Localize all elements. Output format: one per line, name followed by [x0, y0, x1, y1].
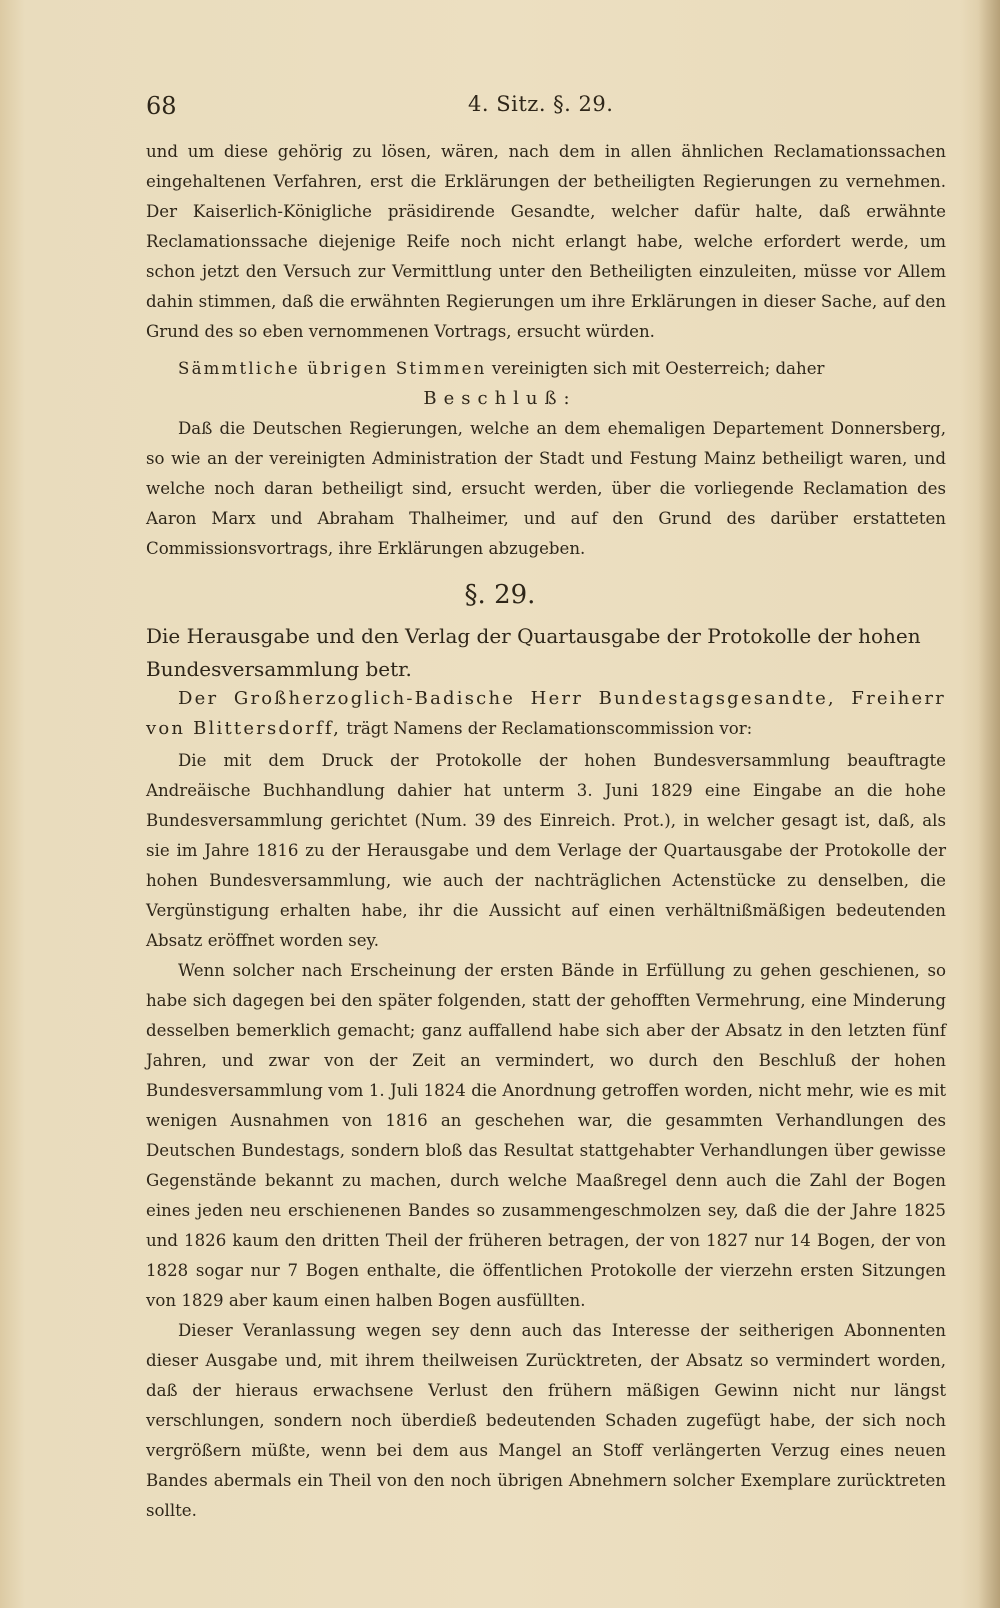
vote-line [146, 354, 946, 384]
section-title: Die Herausgabe und den Verlag der Quartausgabe der Protokolle der hohen Bundesversammlung betr. [146, 624, 921, 681]
running-head: 4. Sitz. §. 29. [468, 92, 614, 116]
page-edge-shadow [978, 0, 1000, 1608]
paragraph-5: Dieser Veranlassung wegen sey denn auch das Interesse der seitherigen Abonnenten dieser Ausgabe und, mit ihrem theilweisen Zurücktreten, der Absatz so vermindert worden, daß der hieraus erwachsene Verlust den frühern mäßigen Gewinn nicht nur längst verschlungen, sondern noch überdieß bedeutenden Schaden zugefügt habe, der sich noch vergrößern müßte, wenn bei dem aus Mangel an Stoff verlängerten Verzug eines neuen Bandes abermals ein Theil von den noch übrigen Abnehmern solcher Exemplare zurücktreten sollte. [146, 1321, 946, 1520]
speaker-block [146, 684, 946, 744]
vote-rest: vereinigten sich mit Oesterreich; daher [486, 359, 825, 378]
speaker-lead: Der Großherzoglich-Badische Herr Bundestagsgesandte, Freiherr von Blittersdorff, [146, 688, 946, 739]
section-number: §. 29. [464, 580, 536, 610]
paragraph-4: Wenn solcher nach Erscheinung der ersten Bände in Erfüllung zu gehen geschienen, so habe sich dagegen bei den später folgenden, statt der gehofften Vermehrung, eine Minderung desselben bemerklich gemacht; ganz auffallend habe sich aber der Absatz in den letzten fünf Jahren, und zwar von der Zeit an vermindert, wo durch den Beschluß der hohen Bundesversammlung vom 1. Juli 1824 die Anordnung getroffen worden, nicht mehr, wie es mit wenigen Ausnahmen von 1816 an geschehen war, die gesammten Verhandlungen des Deutschen Bundestags, sondern bloß das Resultat stattgehabter Verhandlungen über gewisse Gegenstände bekannt zu machen, durch welche Maaßregel denn auch die Zahl der Bogen eines jeden neu erschienenen Bandes so zusammengeschmolzen sey, daß die der Jahre 1825 und 1826 kaum den dritten Theil der früheren betragen, der von 1827 nur 14 Bogen, der von 1828 sogar nur 7 Bogen enthalte, die öffentlichen Protokolle der vierzehn ersten Sitzungen von 1829 aber kaum einen halben Bogen ausfüllten. [146, 961, 946, 1310]
paragraph-continuation [146, 137, 946, 347]
vote-lead: Sämmtliche übrigen Stimmen [178, 359, 487, 378]
speaker-rest: trägt Namens der Reclamationscommission vor: [341, 719, 753, 738]
speaker-paragraph [146, 684, 946, 744]
vote-paragraph [146, 354, 946, 384]
resolution-block [146, 414, 946, 564]
page-number: 68 [146, 92, 177, 120]
paragraph-1: und um diese gehörig zu lösen, wären, nach dem in allen ähnlichen Reclamationssachen eingehaltenen Verfahren, erst die Erklärungen der betheiligten Regierungen zu vernehmen. Der Kaiserlich-Königliche präsidirende Gesandte, welcher dafür halte, daß erwähnte Reclamationssache diejenige Reife noch nicht erlangt habe, welche erfordert werde, um schon jetzt den Versuch zur Vermittlung unter den Betheiligten einzuleiten, müsse vor Allem dahin stimmen, daß die erwähnten Regierungen um ihre Erklärungen in dieser Sache, auf den Grund des so eben vernommenen Vortrags, ersucht würden. [146, 142, 946, 341]
resolution-text: Daß die Deutschen Regierungen, welche an dem ehemaligen Departement Donnersberg, so wie an der vereinigten Administration der Stadt und Festung Mainz betheiligt waren, und welche noch daran betheiligt sind, ersucht werden, über die vorliegende Reclamation des Aaron Marx und Abraham Thalheimer, und auf den Grund des darüber erstatteten Commissionsvortrags, ihre Erklärungen abzugeben. [146, 419, 946, 558]
resolution-heading: Beschluß: [423, 388, 577, 409]
paragraph-3: Die mit dem Druck der Protokolle der hohen Bundesversammlung beauftragte Andreäische Buchhandlung dahier hat unterm 3. Juni 1829 eine Eingabe an die hohe Bundesversammlung gerichtet (Num. 39 des Einreich. Prot.), in welcher gesagt ist, daß, als sie im Jahre 1816 zu der Herausgabe und dem Verlage der Quartausgabe der Protokolle der hohen Bundesversammlung, wie auch der nachträglichen Actenstücke zu denselben, die Vergünstigung erhalten habe, ihr die Aussicht auf einen verhältnißmäßigen bedeutenden Absatz eröffnet worden sey. [146, 751, 946, 950]
main-body [146, 746, 946, 1526]
